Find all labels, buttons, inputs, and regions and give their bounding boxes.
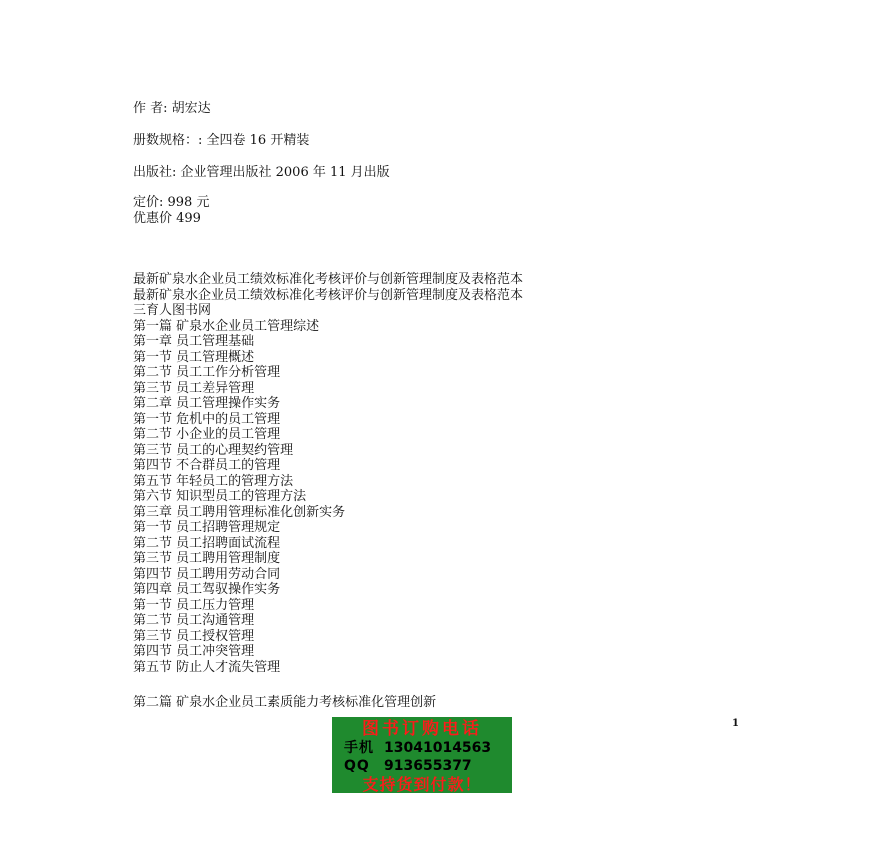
volumes-line: 册数规格：: 全四卷 16 开精装 <box>133 133 310 148</box>
toc-line: 第一篇 矿泉水企业员工管理综述 <box>133 318 320 334</box>
price-line: 定价: 998 元 <box>133 195 210 210</box>
discount-price-line: 优惠价 499 <box>133 211 201 226</box>
toc-line: 第二节 员工招聘面试流程 <box>133 535 281 551</box>
toc-line: 最新矿泉水企业员工绩效标准化考核评价与创新管理制度及表格范本 <box>133 287 524 303</box>
ad-slogan: 支持货到付款！ <box>362 775 482 794</box>
toc-line: 第六节 知识型员工的管理方法 <box>133 489 307 504</box>
toc-line: 第一节 危机中的员工管理 <box>133 411 281 427</box>
toc-line: 第二节 小企业的员工管理 <box>133 427 281 442</box>
toc-line: 第一章 员工管理基础 <box>133 334 255 349</box>
toc-line: 最新矿泉水企业员工绩效标准化考核评价与创新管理制度及表格范本 <box>133 272 524 287</box>
toc-line: 第二章 员工管理操作实务 <box>133 396 281 411</box>
toc-line: 第三节 员工授权管理 <box>133 628 255 644</box>
author-line: 作 者: 胡宏达 <box>133 101 211 116</box>
toc-line: 第二节 员工沟通管理 <box>133 613 255 628</box>
order-ad-banner <box>332 717 512 793</box>
part-two-heading: 第二篇 矿泉水企业员工素质能力考核标准化管理创新 <box>133 695 437 710</box>
ad-phone-row <box>338 739 506 757</box>
toc-line: 第四节 员工聘用劳动合同 <box>133 566 281 582</box>
toc-line: 第三节 员工聘用管理制度 <box>133 551 281 566</box>
ad-qq-row <box>338 757 506 775</box>
ad-title: 图书订购电话 <box>362 719 482 739</box>
ad-phone-number: 13041014563 <box>384 740 492 756</box>
toc-line: 第一节 员工管理概述 <box>133 349 255 365</box>
toc-line: 第一节 员工招聘管理规定 <box>133 520 281 535</box>
publisher-line: 出版社: 企业管理出版社 2006 年 11 月出版 <box>133 165 390 180</box>
toc-line: 三育人图书网 <box>133 303 212 318</box>
toc-line: 第三节 员工差异管理 <box>133 380 255 396</box>
toc-line: 第四节 员工冲突管理 <box>133 644 255 659</box>
ad-qq-label: QQ <box>344 758 370 774</box>
toc-line: 第四节 不合群员工的管理 <box>133 458 281 473</box>
toc-line: 第三章 员工聘用管理标准化创新实务 <box>133 504 346 520</box>
ad-qq-number: 913655377 <box>384 758 472 774</box>
ad-phone-label: 手机 <box>344 740 374 756</box>
toc-line: 第三节 员工的心理契约管理 <box>133 442 294 458</box>
toc-line: 第二节 员工工作分析管理 <box>133 365 281 380</box>
toc-line: 第一节 员工压力管理 <box>133 597 255 613</box>
toc-line: 第四章 员工驾驭操作实务 <box>133 582 281 597</box>
toc-line: 第五节 防止人才流失管理 <box>133 659 281 675</box>
table-of-contents <box>133 272 523 675</box>
toc-line: 第五节 年轻员工的管理方法 <box>133 473 294 489</box>
page-number: 1 <box>732 718 739 729</box>
